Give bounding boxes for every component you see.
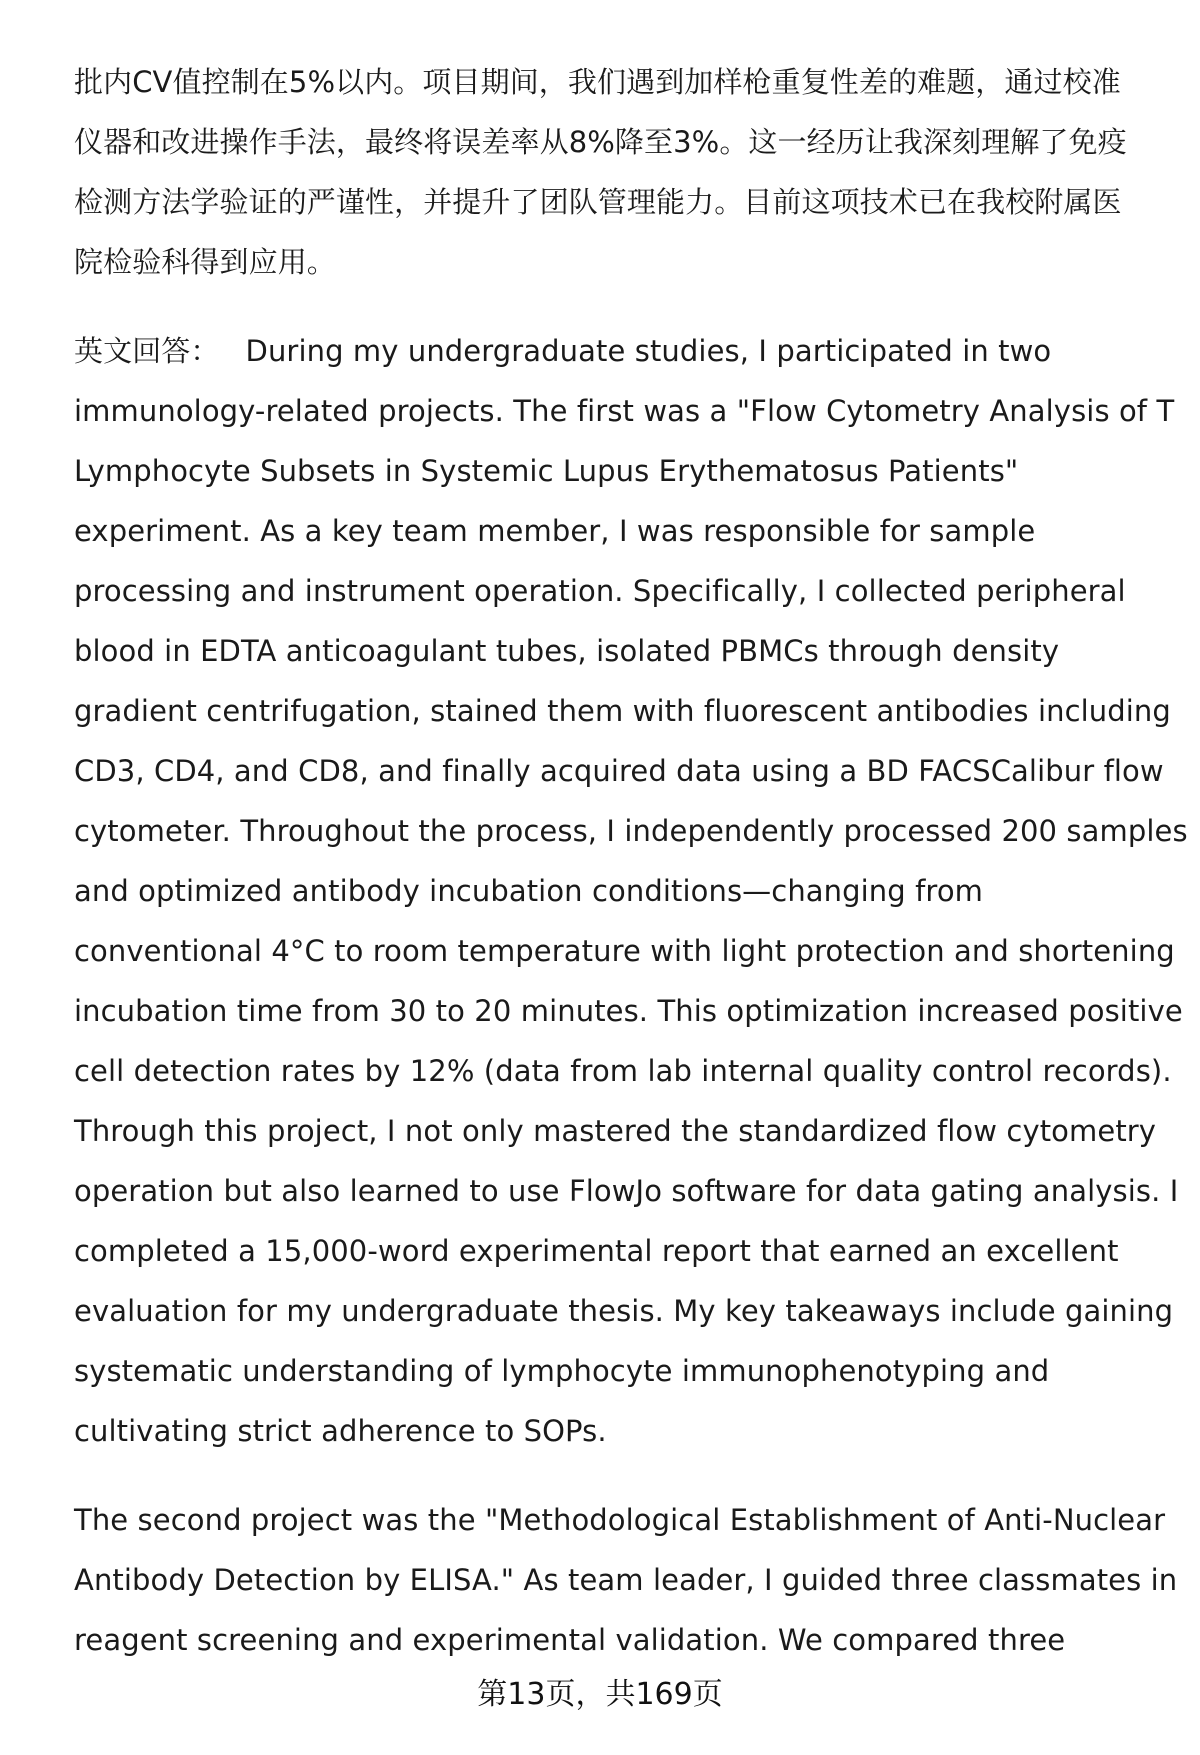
- text-line: 批内CV值控制在5%以内。项目期间，我们遇到加样枪重复性差的难题，通过校准: [74, 65, 1121, 99]
- text-line: 仪器和改进操作手法，最终将误差率从8%降至3%。这一经历让我深刻理解了免疫: [74, 125, 1127, 159]
- english-answer-label: 英文回答：: [74, 334, 220, 368]
- text-line: 院检验科得到应用。: [74, 245, 336, 279]
- text-line: gradient centrifugation, stained them with fluorescent antibodies including: [74, 694, 1171, 728]
- text-line: conventional 4°C to room temperature with light protection and shortening: [74, 934, 1175, 968]
- paragraph-english-answer-1: [74, 321, 1188, 1461]
- paragraph-spacer: [74, 292, 1164, 321]
- text-line: reagent screening and experimental validation. We compared three: [74, 1623, 1066, 1657]
- text-line: The second project was the "Methodological Establishment of Anti-Nuclear: [74, 1503, 1166, 1537]
- text-line: systematic understanding of lymphocyte immunophenotyping and: [74, 1354, 1050, 1388]
- text-line: evaluation for my undergraduate thesis. My key takeaways include gaining: [74, 1294, 1174, 1328]
- text-line: Through this project, I not only mastered the standardized flow cytometry: [74, 1114, 1157, 1148]
- text-line: and optimized antibody incubation conditions—changing from: [74, 874, 984, 908]
- text-line: cell detection rates by 12% (data from lab internal quality control records).: [74, 1054, 1172, 1088]
- text-line: experiment. As a key team member, I was responsible for sample: [74, 514, 1036, 548]
- text-line: 检测方法学验证的严谨性，并提升了团队管理能力。目前这项技术已在我校附属医: [74, 185, 1122, 219]
- text-line: Lymphocyte Subsets in Systemic Lupus Erythematosus Patients": [74, 454, 1019, 488]
- text-line: cultivating strict adherence to SOPs.: [74, 1414, 607, 1448]
- text-line: Antibody Detection by ELISA." As team leader, I guided three classmates in: [74, 1563, 1178, 1597]
- text-line: blood in EDTA anticoagulant tubes, isolated PBMCs through density: [74, 634, 1060, 668]
- text-line: processing and instrument operation. Specifically, I collected peripheral: [74, 574, 1126, 608]
- text-line: operation but also learned to use FlowJo software for data gating analysis. I: [74, 1174, 1179, 1208]
- text-line-content: During my undergraduate studies, I participated in two: [245, 334, 1052, 368]
- text-line: cytometer. Throughout the process, I independently processed 200 samples: [74, 814, 1188, 848]
- text-line: completed a 15,000-word experimental report that earned an excellent: [74, 1234, 1119, 1268]
- paragraph-chinese-continuation: [74, 52, 1164, 292]
- text-line: CD3, CD4, and CD8, and finally acquired data using a BD FACSCalibur flow: [74, 754, 1164, 788]
- text-line: incubation time from 30 to 20 minutes. This optimization increased positive: [74, 994, 1183, 1028]
- paragraph-english-answer-2: [74, 1490, 1178, 1670]
- document-body: [74, 52, 1188, 1670]
- text-line: immunology-related projects. The first was a "Flow Cytometry Analysis of T: [74, 394, 1175, 428]
- page-number-footer: 第13页，共169页: [477, 1677, 723, 1712]
- paragraph-spacer: [74, 1461, 1164, 1490]
- text-line: [74, 321, 1164, 381]
